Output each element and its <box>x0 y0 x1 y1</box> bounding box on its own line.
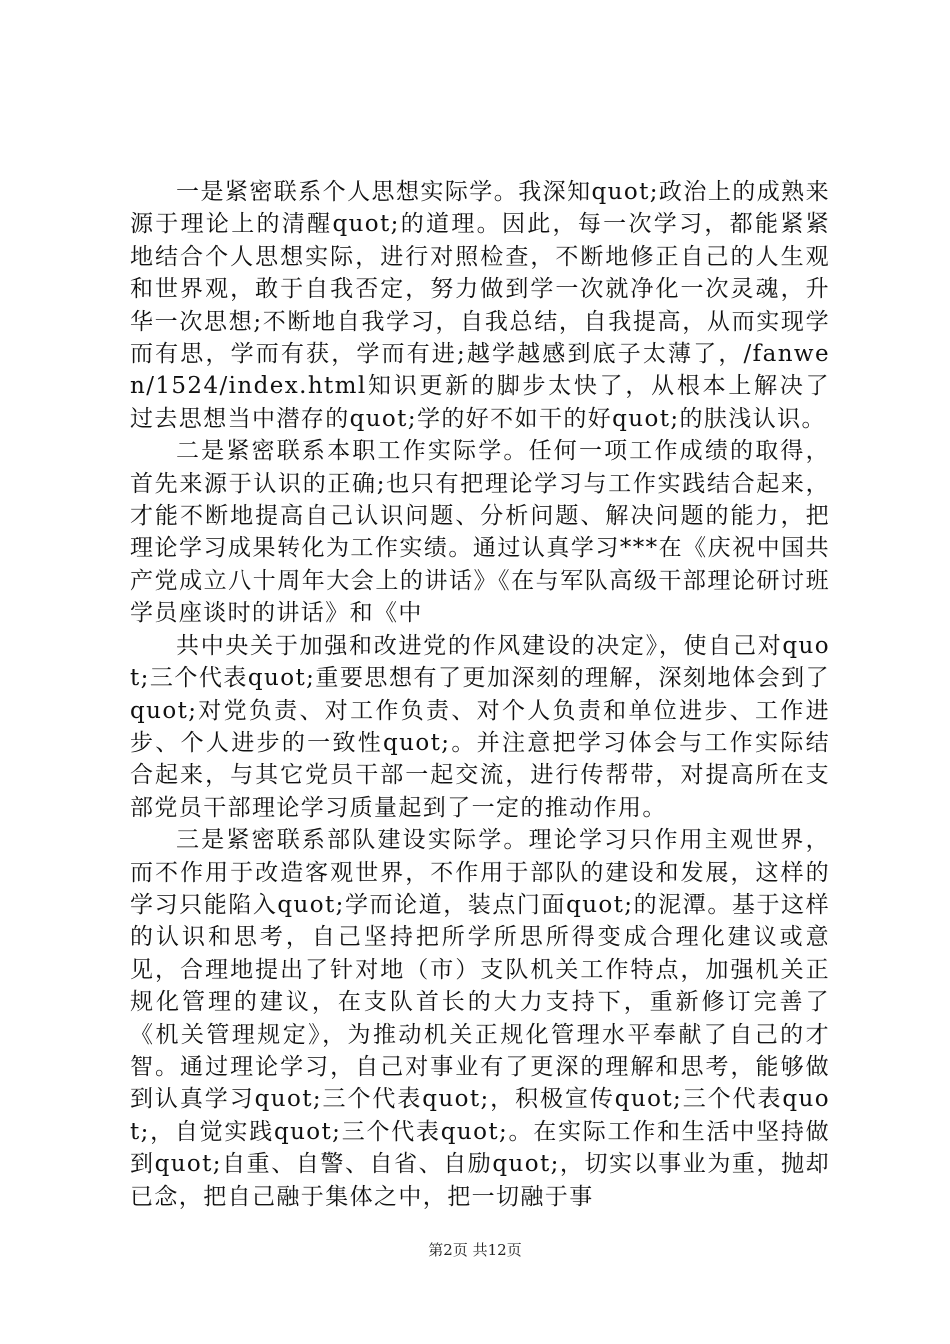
paragraph-work-practice: 二是紧密联系本职工作实际学。任何一项工作成绩的取得，首先来源于认识的正确;也只有把理论学习与工作实践结合起来，才能不断地提高自己认识问题、分析问题、解决问题的能力，把理论学习成果转化为工作实绩。通过认真学习***在《庆祝中国共产党成立八十周年大会上的讲话》《在与军队高级干部理论研讨班学员座谈时的讲话》和《中 <box>130 438 830 627</box>
paragraph-personal-thought: 一是紧密联系个人思想实际学。我深知quot;政治上的成熟来源于理论上的清醒quot;的道理。因此，每一次学习，都能紧紧地结合个人思想实际，进行对照检查，不断地修正自己的人生观和世界观，敢于自我否定，努力做到学一次就净化一次灵魂，升华一次思想;不断地自我学习，自我总结，自我提高，从而实现学而有思，学而有获，学而有进;越学越感到底子太薄了，/fanwen/1524/index.html知识更新的脚步太快了，从根本上解决了过去思想当中潜存的quot;学的好不如干的好quot;的肤浅认识。 <box>130 179 830 432</box>
paragraph-troop-building: 三是紧密联系部队建设实际学。理论学习只作用主观世界，而不作用于改造客观世界，不作用于部队的建设和发展，这样的学习只能陷入quot;学而论道，装点门面quot;的泥潭。基于这样的认识和思考，自己坚持把所学所思所得变成合理化建议或意见，合理地提出了针对地（市）支队机关工作特点，加强机关正规化管理的建议，在支队首长的大力支持下，重新修订完善了《机关管理规定》，为推动机关正规化管理水平奉献了自己的才智。通过理论学习，自己对事业有了更深的理解和思考，能够做到认真学习quot;三个代表quot;，积极宣传quot;三个代表quot;，自觉实践quot;三个代表quot;。在实际工作和生活中坚持做到quot;自重、自警、自省、自励quot;，切实以事业为重，抛却已念，把自己融于集体之中，把一切融于事 <box>130 827 830 1210</box>
page-number-footer: 第2页 共12页 <box>428 1241 522 1259</box>
document-body <box>130 176 830 1213</box>
paragraph-party-style-decision: 共中央关于加强和改进党的作风建设的决定》，使自己对quot;三个代表quot;重要思想有了更加深刻的理解，深刻地体会到了quot;对党负责、对工作负责、对个人负责和单位进步、工作进步、个人进步的一致性quot;。并注意把学习体会与工作实际结合起来，与其它党员干部一起交流，进行传帮带，对提高所在支部党员干部理论学习质量起到了一定的推动作用。 <box>130 632 830 821</box>
